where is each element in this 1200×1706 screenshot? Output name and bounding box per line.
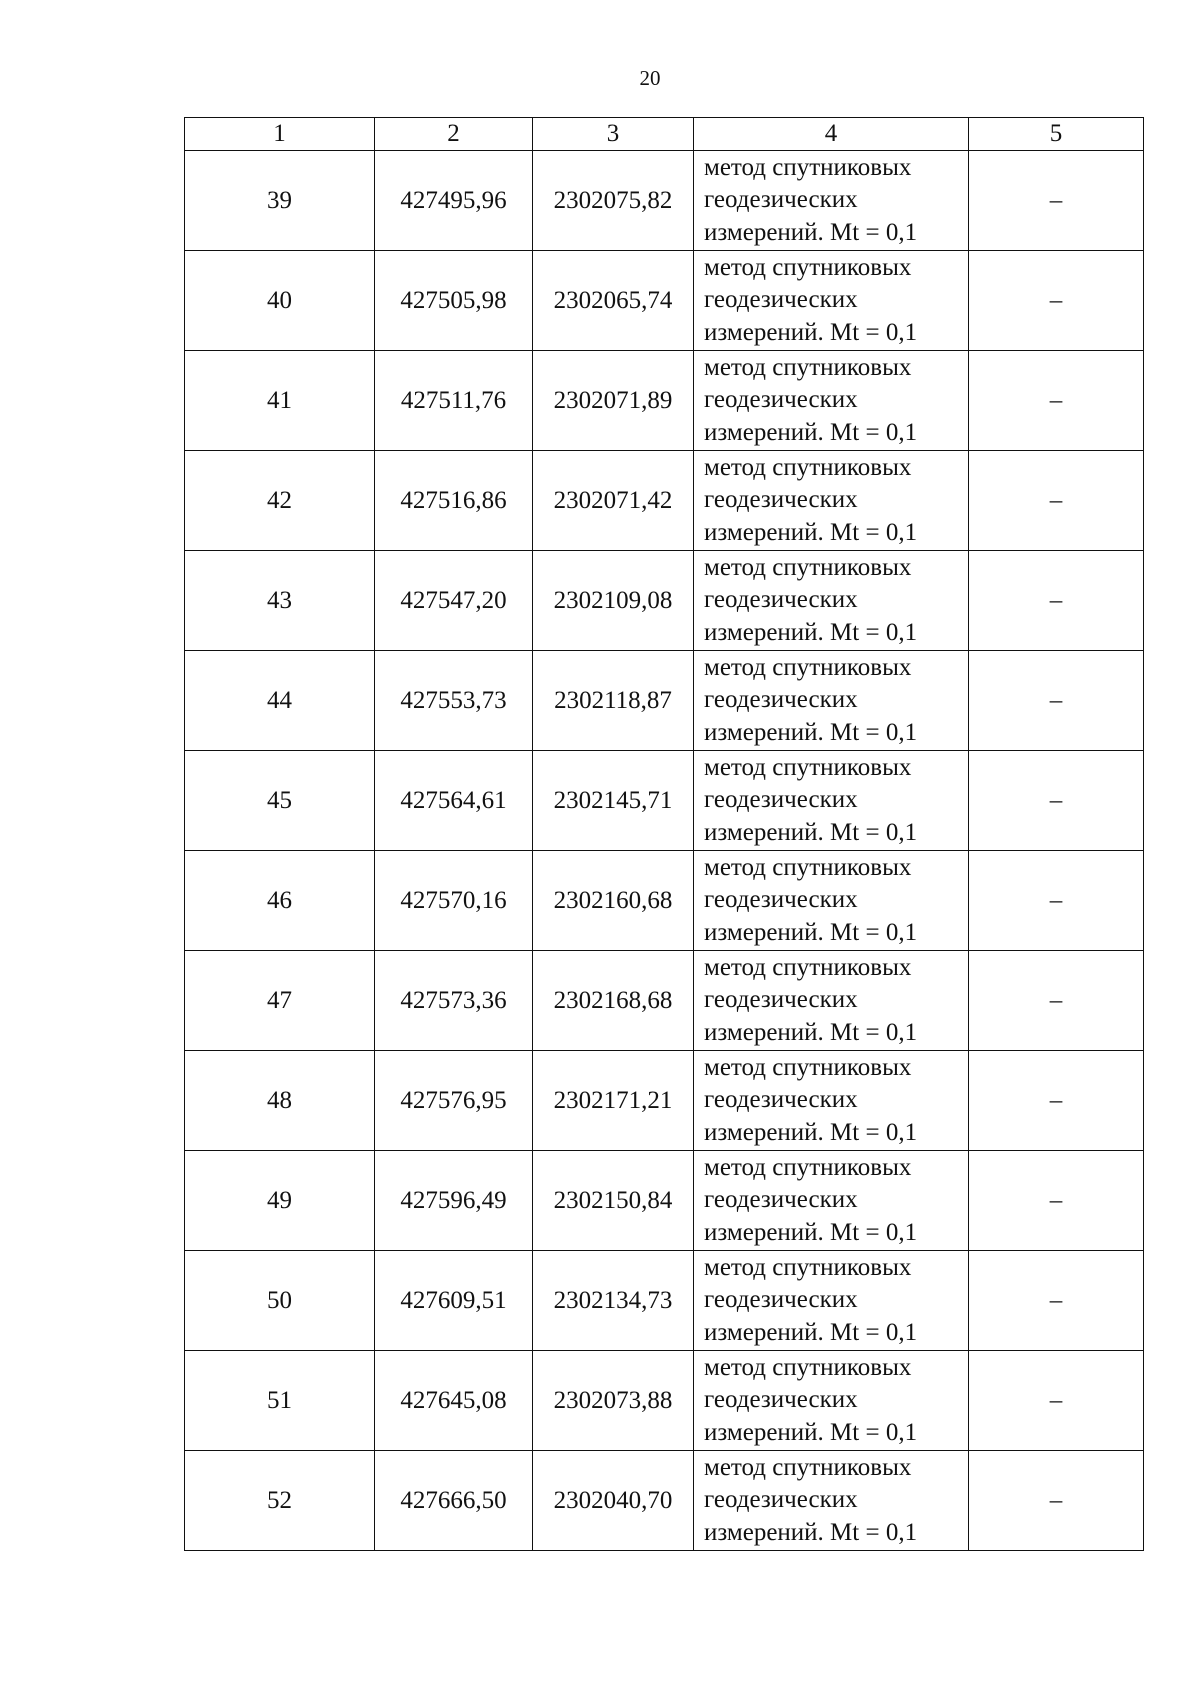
table-row xyxy=(185,1451,1144,1551)
y-coordinate-cell: 2302075,82 xyxy=(533,151,694,251)
note-cell: – xyxy=(969,1351,1144,1451)
method-cell xyxy=(694,1251,969,1351)
point-number-cell: 49 xyxy=(185,1151,375,1251)
method-line: измерений. Mt = 0,1 xyxy=(704,1518,918,1546)
column-header-4: 4 xyxy=(694,118,969,151)
note-cell: – xyxy=(969,251,1144,351)
y-coordinate-cell: 2302150,84 xyxy=(533,1151,694,1251)
method-cell xyxy=(694,551,969,651)
y-coordinate-cell: 2302071,89 xyxy=(533,351,694,451)
y-coordinate-cell: 2302168,68 xyxy=(533,951,694,1051)
method-line: измерений. Mt = 0,1 xyxy=(704,718,918,746)
column-header-2: 2 xyxy=(375,118,533,151)
table-row xyxy=(185,451,1144,551)
method-cell xyxy=(694,1051,969,1151)
x-coordinate-cell: 427596,49 xyxy=(375,1151,533,1251)
method-cell xyxy=(694,151,969,251)
method-line: геодезических xyxy=(704,486,858,514)
method-line: измерений. Mt = 0,1 xyxy=(704,1318,918,1346)
y-coordinate-cell: 2302145,71 xyxy=(533,751,694,851)
method-line: измерений. Mt = 0,1 xyxy=(704,1218,918,1246)
method-line: геодезических xyxy=(704,1086,858,1114)
header-row xyxy=(185,118,1144,151)
x-coordinate-cell: 427645,08 xyxy=(375,1351,533,1451)
method-line: измерений. Mt = 0,1 xyxy=(704,1018,918,1046)
method-line: геодезических xyxy=(704,586,858,614)
method-line: геодезических xyxy=(704,286,858,314)
note-cell: – xyxy=(969,1251,1144,1351)
method-cell xyxy=(694,1351,969,1451)
x-coordinate-cell: 427573,36 xyxy=(375,951,533,1051)
note-cell: – xyxy=(969,651,1144,751)
method-cell xyxy=(694,1151,969,1251)
method-line: геодезических xyxy=(704,1186,858,1214)
point-number-cell: 50 xyxy=(185,1251,375,1351)
note-cell: – xyxy=(969,951,1144,1051)
method-line: метод спутниковых xyxy=(704,1253,912,1281)
point-number-cell: 45 xyxy=(185,751,375,851)
column-header-5: 5 xyxy=(969,118,1144,151)
method-line: геодезических xyxy=(704,986,858,1014)
point-number-cell: 41 xyxy=(185,351,375,451)
coordinates-table xyxy=(184,117,1144,1551)
point-number-cell: 44 xyxy=(185,651,375,751)
table-row xyxy=(185,551,1144,651)
method-cell xyxy=(694,351,969,451)
note-cell: – xyxy=(969,451,1144,551)
table-row xyxy=(185,1151,1144,1251)
method-line: измерений. Mt = 0,1 xyxy=(704,218,918,246)
method-line: метод спутниковых xyxy=(704,253,912,281)
note-cell: – xyxy=(969,151,1144,251)
note-cell: – xyxy=(969,351,1144,451)
method-line: метод спутниковых xyxy=(704,1453,912,1481)
method-line: геодезических xyxy=(704,886,858,914)
method-line: метод спутниковых xyxy=(704,753,912,781)
x-coordinate-cell: 427495,96 xyxy=(375,151,533,251)
method-line: метод спутниковых xyxy=(704,153,912,181)
method-line: измерений. Mt = 0,1 xyxy=(704,818,918,846)
method-cell xyxy=(694,951,969,1051)
point-number-cell: 40 xyxy=(185,251,375,351)
table-row xyxy=(185,151,1144,251)
method-cell xyxy=(694,851,969,951)
table-row xyxy=(185,1351,1144,1451)
method-line: метод спутниковых xyxy=(704,853,912,881)
method-line: геодезических xyxy=(704,1486,858,1514)
point-number-cell: 43 xyxy=(185,551,375,651)
method-line: метод спутниковых xyxy=(704,1353,912,1381)
x-coordinate-cell: 427516,86 xyxy=(375,451,533,551)
table-row xyxy=(185,751,1144,851)
point-number-cell: 51 xyxy=(185,1351,375,1451)
method-line: геодезических xyxy=(704,1286,858,1314)
x-coordinate-cell: 427547,20 xyxy=(375,551,533,651)
x-coordinate-cell: 427666,50 xyxy=(375,1451,533,1551)
point-number-cell: 52 xyxy=(185,1451,375,1551)
point-number-cell: 47 xyxy=(185,951,375,1051)
x-coordinate-cell: 427576,95 xyxy=(375,1051,533,1151)
x-coordinate-cell: 427570,16 xyxy=(375,851,533,951)
method-cell xyxy=(694,651,969,751)
point-number-cell: 42 xyxy=(185,451,375,551)
table-row xyxy=(185,1251,1144,1351)
note-cell: – xyxy=(969,551,1144,651)
method-line: геодезических xyxy=(704,1386,858,1414)
note-cell: – xyxy=(969,851,1144,951)
x-coordinate-cell: 427609,51 xyxy=(375,1251,533,1351)
note-cell: – xyxy=(969,751,1144,851)
page-number: 20 xyxy=(639,66,661,90)
x-coordinate-cell: 427553,73 xyxy=(375,651,533,751)
method-line: измерений. Mt = 0,1 xyxy=(704,618,918,646)
method-line: метод спутниковых xyxy=(704,653,912,681)
column-header-1: 1 xyxy=(185,118,375,151)
table-row xyxy=(185,351,1144,451)
y-coordinate-cell: 2302071,42 xyxy=(533,451,694,551)
table-row xyxy=(185,1051,1144,1151)
y-coordinate-cell: 2302118,87 xyxy=(533,651,694,751)
method-line: измерений. Mt = 0,1 xyxy=(704,318,918,346)
method-cell xyxy=(694,751,969,851)
method-line: метод спутниковых xyxy=(704,953,912,981)
x-coordinate-cell: 427505,98 xyxy=(375,251,533,351)
table-row xyxy=(185,251,1144,351)
method-line: метод спутниковых xyxy=(704,453,912,481)
method-line: метод спутниковых xyxy=(704,1153,912,1181)
point-number-cell: 48 xyxy=(185,1051,375,1151)
method-line: измерений. Mt = 0,1 xyxy=(704,418,918,446)
table-body xyxy=(185,151,1144,1551)
method-line: метод спутниковых xyxy=(704,1053,912,1081)
method-line: геодезических xyxy=(704,786,858,814)
y-coordinate-cell: 2302073,88 xyxy=(533,1351,694,1451)
method-cell xyxy=(694,251,969,351)
method-line: метод спутниковых xyxy=(704,353,912,381)
method-line: измерений. Mt = 0,1 xyxy=(704,518,918,546)
table-header xyxy=(185,118,1144,151)
table-row xyxy=(185,651,1144,751)
y-coordinate-cell: 2302040,70 xyxy=(533,1451,694,1551)
method-line: геодезических xyxy=(704,386,858,414)
note-cell: – xyxy=(969,1051,1144,1151)
method-line: измерений. Mt = 0,1 xyxy=(704,1118,918,1146)
y-coordinate-cell: 2302171,21 xyxy=(533,1051,694,1151)
y-coordinate-cell: 2302134,73 xyxy=(533,1251,694,1351)
note-cell: – xyxy=(969,1451,1144,1551)
table-row xyxy=(185,851,1144,951)
x-coordinate-cell: 427564,61 xyxy=(375,751,533,851)
point-number-cell: 46 xyxy=(185,851,375,951)
method-line: геодезических xyxy=(704,686,858,714)
point-number-cell: 39 xyxy=(185,151,375,251)
x-coordinate-cell: 427511,76 xyxy=(375,351,533,451)
column-header-3: 3 xyxy=(533,118,694,151)
y-coordinate-cell: 2302065,74 xyxy=(533,251,694,351)
y-coordinate-cell: 2302109,08 xyxy=(533,551,694,651)
note-cell: – xyxy=(969,1151,1144,1251)
method-line: измерений. Mt = 0,1 xyxy=(704,1418,918,1446)
table-row xyxy=(185,951,1144,1051)
method-cell xyxy=(694,1451,969,1551)
method-line: измерений. Mt = 0,1 xyxy=(704,918,918,946)
y-coordinate-cell: 2302160,68 xyxy=(533,851,694,951)
method-cell xyxy=(694,451,969,551)
method-line: метод спутниковых xyxy=(704,553,912,581)
method-line: геодезических xyxy=(704,186,858,214)
